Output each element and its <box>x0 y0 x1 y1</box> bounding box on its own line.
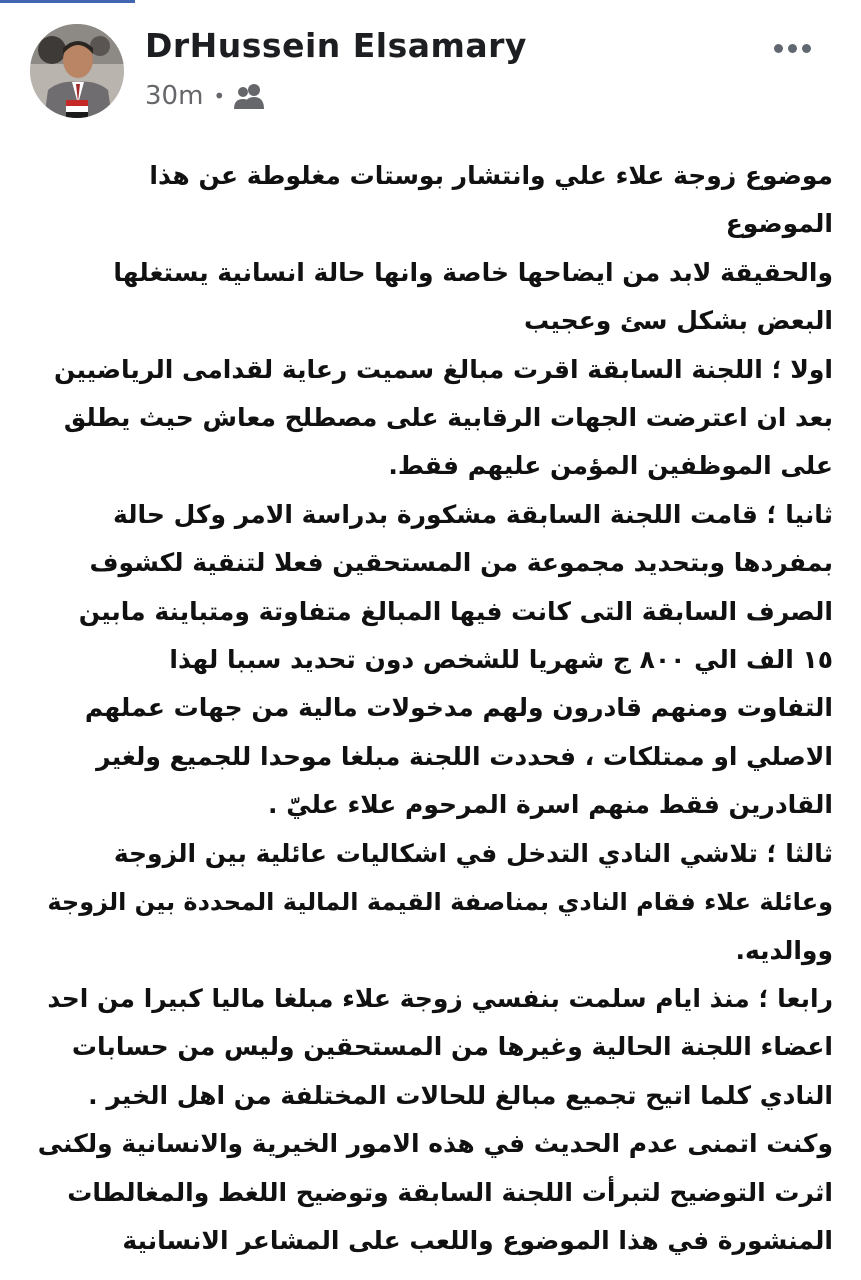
post-line: ثالثا ؛ تلاشي النادي التدخل في اشكاليات عائلية بين الزوجة <box>113 838 833 868</box>
post-line: وعائلة علاء فقام النادي بمناصفة القيمة المالية المحددة بين الزوجة <box>47 888 833 917</box>
post-line: على الموظفين المؤمن عليهم فقط. <box>388 451 833 481</box>
post-line: اولا ؛ اللجنة السابقة اقرت مبالغ سميت رعاية لقدامى الرياضيين <box>53 354 833 384</box>
post-line: اثرت التوضيح لتبرأت اللجنة السابقة وتوضيح اللغط والمغالطات <box>67 1177 833 1207</box>
post-line: الاصلي او ممتلكات ، فحددت اللجنة مبلغا موحدا للجميع ولغير <box>96 741 833 771</box>
post-line: ١٥ الف الي ٨٠٠ ج شهريا للشخص دون تحديد سببا لهذا <box>169 645 833 675</box>
post-line: القادرين فقط منهم اسرة المرحوم علاء عليّ . <box>268 790 833 820</box>
top-accent-bar <box>0 0 135 3</box>
meta-separator: • <box>213 84 226 108</box>
friends-icon[interactable] <box>233 82 265 110</box>
avatar[interactable] <box>30 24 124 118</box>
post-body <box>36 152 833 1265</box>
author-name[interactable]: DrHussein Elsamary <box>145 26 527 65</box>
post-line: وكنت اتمنى عدم الحديث في هذه الامور الخيرية والانسانية ولكنى <box>37 1129 833 1159</box>
post-header <box>30 24 830 124</box>
post-line: ووالديه. <box>735 935 833 965</box>
profile-photo <box>30 24 124 118</box>
post-line: النادي كلما اتيح تجميع مبالغ للحالات المختلفة من اهل الخير . <box>88 1080 833 1110</box>
post-line: المنشورة في هذا الموضوع واللعب على المشاعر الانسانية <box>122 1225 833 1255</box>
post-line: بمفردها وبتحديد مجموعة من المستحقين فعلا لتنقية لكشوف <box>89 548 833 578</box>
post-line: البعض بشكل سئ وعجيب <box>524 306 833 336</box>
post-line: رابعا ؛ منذ ايام سلمت بنفسي زوجة علاء مبلغا ماليا كبيرا من احد <box>47 983 833 1013</box>
post-line: بعد ان اعترضت الجهات الرقابية على مصطلح معاش حيث يطلق <box>63 403 833 433</box>
post-line: الموضوع <box>725 209 833 239</box>
post-time[interactable]: 30m <box>145 81 204 111</box>
post-line: والحقيقة لابد من ايضاحها خاصة وانها حالة انسانية يستغلها <box>113 257 833 287</box>
post-line: ثانيا ؛ قامت اللجنة السابقة مشكورة بدراسة الامر وكل حالة <box>112 499 833 529</box>
post-meta <box>145 78 265 114</box>
post-line: الصرف السابقة التى كانت فيها المبالغ متفاوتة ومتباينة مابين <box>78 596 833 626</box>
post-line: موضوع زوجة علاء علي وانتشار بوستات مغلوطة عن هذا <box>149 161 833 190</box>
more-options-icon[interactable] <box>774 38 818 54</box>
post-line: التفاوت ومنهم قادرون ولهم مدخولات مالية من جهات عملهم <box>84 693 833 723</box>
post-line: اعضاء اللجنة الحالية وغيرها من المستحقين وليس من حسابات <box>71 1032 833 1062</box>
